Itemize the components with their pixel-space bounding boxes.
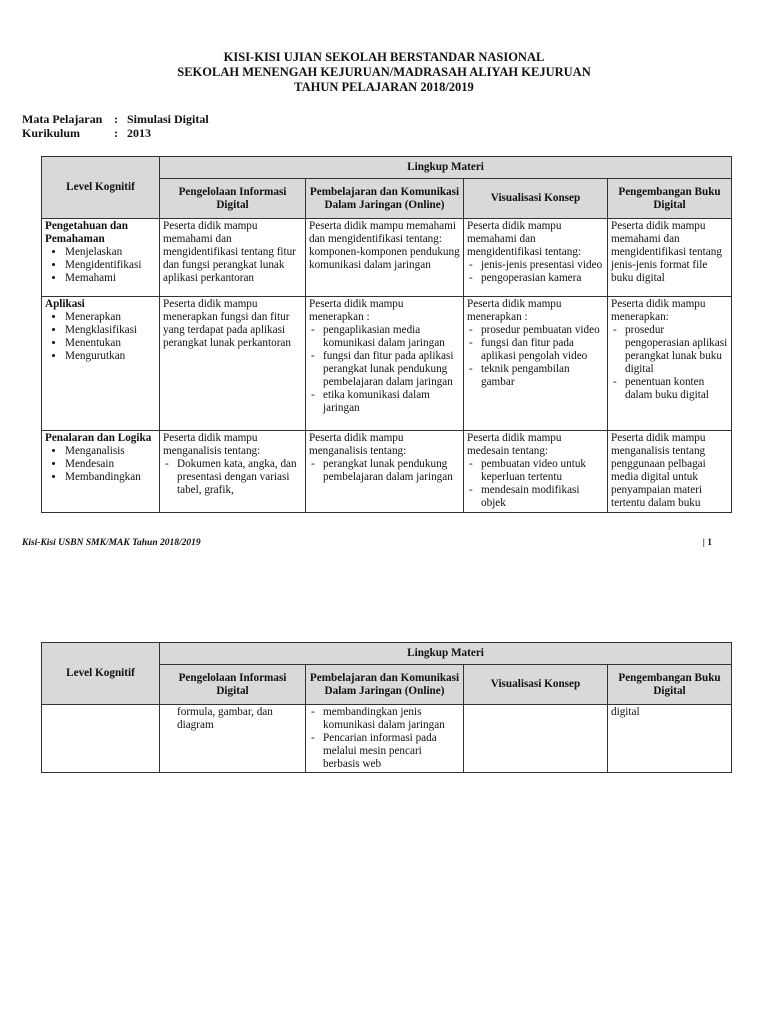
- cell-col2: [306, 219, 464, 297]
- level-bullet: • Membandingkan: [65, 471, 156, 484]
- header-col2: Pembelajaran dan Komunikasi Dalam Jaringan (Online): [306, 665, 464, 705]
- cell-text: Peserta didik mampu menganalisis tentang:: [163, 432, 261, 457]
- header-level-kognitif: Level Kognitif: [42, 157, 160, 219]
- subject-sep: :: [114, 112, 118, 126]
- cell-col1: [160, 705, 306, 773]
- kisi-table-continued: [41, 642, 732, 773]
- cell-text: Peserta didik mampu memahami dan mengidentifikasi tentang:: [467, 220, 582, 258]
- level-bullet: • Menentukan: [65, 337, 156, 350]
- level-bullet: • Menerapkan: [65, 311, 156, 324]
- level-cell: [42, 297, 160, 431]
- cell-col4: [608, 297, 732, 431]
- dash-item: - pengaplikasian media komunikasi dalam jaringan: [323, 324, 460, 350]
- cell-col3: [464, 431, 608, 513]
- header-level-kognitif: Level Kognitif: [42, 643, 160, 705]
- cell-text: Peserta didik mampu menerapkan:: [611, 298, 706, 323]
- cell-col4: [608, 219, 732, 297]
- table-row: [42, 705, 732, 773]
- subject-label: Mata Pelajaran: [22, 112, 103, 126]
- cell-col1: [160, 431, 306, 513]
- cell-text: Peserta didik mampu menganalisis tentang penggunaan pelbagai media digital untuk penyampaian materi tertentu dalam buku: [611, 432, 706, 509]
- table-row: [42, 219, 732, 297]
- dash-item: - jenis-jenis presentasi video: [481, 259, 604, 272]
- level-cell: [42, 705, 160, 773]
- cell-col2: [306, 297, 464, 431]
- header-col3: Visualisasi Konsep: [464, 665, 608, 705]
- subject-value: Simulasi Digital: [127, 112, 209, 126]
- level-bullet: • Mengklasifikasi: [65, 324, 156, 337]
- cell-col3: [464, 219, 608, 297]
- level-title: Pengetahuan dan Pemahaman: [45, 220, 128, 245]
- header-col1: Pengelolaan Informasi Digital: [160, 665, 306, 705]
- dash-item: - Pencarian informasi pada melalui mesin pencari berbasis web: [323, 732, 460, 771]
- dash-item: - penentuan konten dalam buku digital: [625, 376, 728, 402]
- level-title: Penalaran dan Logika: [45, 432, 152, 444]
- subject-row: [22, 112, 209, 126]
- cell-text: Peserta didik mampu memahami dan mengidentifikasi tentang: komponen-komponen pendukung komunikasi dalam jaringan: [309, 220, 460, 271]
- level-bullet: • Mendesain: [65, 458, 156, 471]
- cell-col1: [160, 297, 306, 431]
- header-col4: Pengembangan Buku Digital: [608, 179, 732, 219]
- curriculum-label: Kurikulum: [22, 126, 81, 140]
- cell-col3: [464, 297, 608, 431]
- dash-item: - prosedur pembuatan video: [481, 324, 604, 337]
- cell-text: Peserta didik mampu memahami dan mengidentifikasi tentang fitur dan fungsi perangkat lunak aplikasi perkantoran: [163, 220, 296, 284]
- dash-item: - perangkat lunak pendukung pembelajaran dalam jaringan: [323, 458, 460, 484]
- header-col3: Visualisasi Konsep: [464, 179, 608, 219]
- header-lingkup-materi: Lingkup Materi: [160, 157, 732, 179]
- level-title: Aplikasi: [45, 298, 85, 310]
- dash-item: - pengoperasian kamera: [481, 272, 604, 285]
- dash-item: - membandingkan jenis komunikasi dalam jaringan: [323, 706, 460, 732]
- cell-text: Peserta didik mampu menganalisis tentang:: [309, 432, 407, 457]
- footer-page-number: | 1: [702, 538, 712, 548]
- cell-col2: [306, 705, 464, 773]
- cell-text: formula, gambar, dan diagram: [177, 706, 273, 731]
- cell-col4: [608, 431, 732, 513]
- cell-text: Peserta didik mampu menerapkan :: [309, 298, 404, 323]
- curriculum-sep: :: [114, 126, 118, 140]
- level-bullet: • Mengurutkan: [65, 350, 156, 363]
- dash-item: - fungsi dan fitur pada aplikasi perangkat lunak pendukung pembelajaran dalam jaringan: [323, 350, 460, 389]
- header-col1: Pengelolaan Informasi Digital: [160, 179, 306, 219]
- cell-text: Peserta didik mampu medesain tentang:: [467, 432, 562, 457]
- dash-item: - teknik pengambilan gambar: [481, 363, 604, 389]
- dash-item: - pembuatan video untuk keperluan tertentu: [481, 458, 604, 484]
- dash-item: - mendesain modifikasi objek: [481, 484, 604, 510]
- cell-col1: [160, 219, 306, 297]
- kisi-table: [41, 156, 732, 513]
- cell-text: Peserta didik mampu menerapkan :: [467, 298, 562, 323]
- footer-text: Kisi-Kisi USBN SMK/MAK Tahun 2018/2019: [22, 538, 201, 548]
- cell-col2: [306, 431, 464, 513]
- cell-col4: [608, 705, 732, 773]
- level-bullet: • Menjelaskan: [65, 246, 156, 259]
- dash-item: - fungsi dan fitur pada aplikasi pengolah video: [481, 337, 604, 363]
- page-footer: [22, 538, 712, 548]
- doc-title-line2: SEKOLAH MENENGAH KEJURUAN/MADRASAH ALIYAH KEJURUAN: [177, 65, 591, 79]
- curriculum-row: [22, 126, 151, 140]
- header-col2: Pembelajaran dan Komunikasi Dalam Jaringan (Online): [306, 179, 464, 219]
- cell-text: Peserta didik mampu menerapkan fungsi dan fitur yang terdapat pada aplikasi perangkat lunak perkantoran: [163, 298, 291, 349]
- cell-text: digital: [611, 706, 640, 718]
- level-bullet: • Mengidentifikasi: [65, 259, 156, 272]
- doc-title-line3: TAHUN PELAJARAN 2018/2019: [294, 80, 474, 94]
- dash-item: - prosedur pengoperasian aplikasi perangkat lunak buku digital: [625, 324, 728, 376]
- header-lingkup-materi: Lingkup Materi: [160, 643, 732, 665]
- level-bullet: • Memahami: [65, 272, 156, 285]
- level-bullet: • Menganalisis: [65, 445, 156, 458]
- level-cell: [42, 219, 160, 297]
- cell-text: Peserta didik mampu memahami dan mengidentifikasi tentang jenis-jenis format file buku digital: [611, 220, 722, 284]
- table-row: [42, 431, 732, 513]
- doc-title-line1: KISI-KISI UJIAN SEKOLAH BERSTANDAR NASIONAL: [223, 50, 545, 64]
- dash-item: - Dokumen kata, angka, dan presentasi dengan variasi tabel, grafik,: [177, 458, 302, 497]
- curriculum-value: 2013: [127, 126, 151, 140]
- header-col4: Pengembangan Buku Digital: [608, 665, 732, 705]
- cell-col3: [464, 705, 608, 773]
- table-row: [42, 297, 732, 431]
- dash-item: - etika komunikasi dalam jaringan: [323, 389, 460, 415]
- level-cell: [42, 431, 160, 513]
